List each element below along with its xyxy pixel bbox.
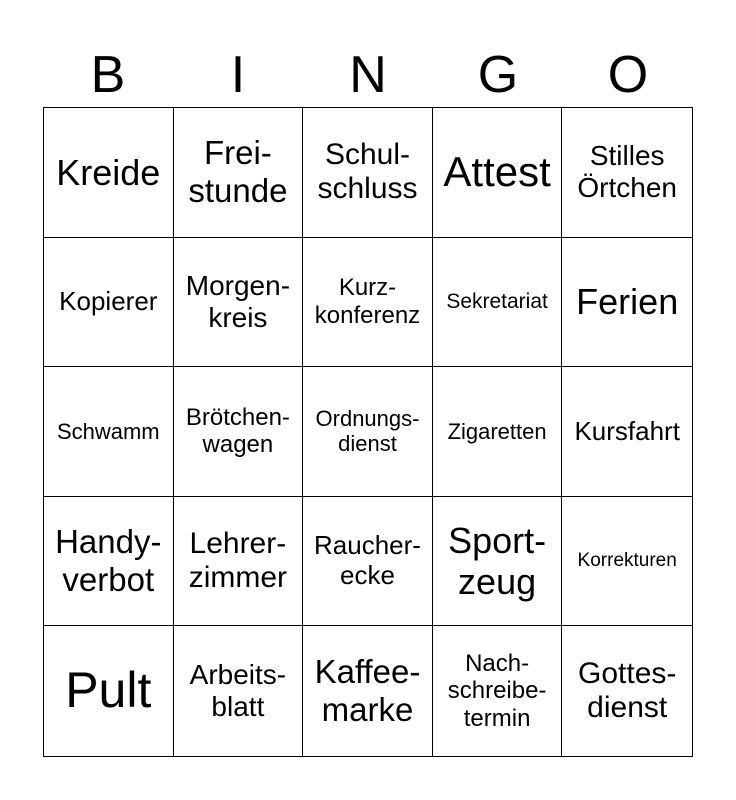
bingo-cell[interactable] [44,238,174,368]
bingo-cell[interactable] [303,238,433,368]
header-letter-o: O [607,46,649,104]
cell-label: Korrekturen [577,550,677,572]
bingo-cell[interactable] [303,626,433,756]
cell-label: Lehrer- zimmer [188,526,288,595]
cell-label: Kurz- konferenz [314,274,421,329]
cell-label: Frei- stunde [188,134,288,210]
cell-label: Ferien [576,281,679,323]
bingo-cell[interactable] [433,367,563,497]
bingo-cell[interactable] [44,367,174,497]
cell-label: Sport- zeug [448,519,547,603]
cell-label: Kopierer [59,285,158,316]
bingo-cell[interactable] [174,626,304,756]
bingo-cell[interactable] [174,108,304,238]
cell-label: Morgen- kreis [185,269,291,333]
bingo-cell[interactable] [562,238,692,368]
bingo-header [43,42,693,108]
bingo-cell[interactable] [174,238,304,368]
cell-label: Raucher- ecke [314,530,421,591]
bingo-cell[interactable] [44,497,174,627]
header-letter-n: N [349,46,387,104]
bingo-cell[interactable] [44,108,174,238]
bingo-cell[interactable] [433,108,563,238]
bingo-cell[interactable] [303,108,433,238]
cell-label: Brötchen- wagen [185,403,290,459]
bingo-cell[interactable] [433,626,563,756]
cell-label: Zigaretten [447,418,547,444]
cell-label: Kursfahrt [574,415,680,446]
bingo-cell[interactable] [303,497,433,627]
cell-label: Pult [65,662,152,719]
bingo-cell[interactable] [303,367,433,497]
cell-label: Schwamm [56,418,160,444]
cell-label: Attest [443,148,551,196]
bingo-cell[interactable] [562,367,692,497]
bingo-grid [43,107,693,757]
bingo-cell[interactable] [433,238,563,368]
bingo-cell[interactable] [44,626,174,756]
cell-label: Schul- schluss [317,137,418,206]
bingo-cell[interactable] [562,108,692,238]
cell-label: Ordnungs- dienst [315,406,420,457]
cell-label: Arbeits- blatt [189,659,287,723]
cell-label: Stilles Örtchen [577,140,677,204]
bingo-cell[interactable] [174,497,304,627]
bingo-cell[interactable] [562,626,692,756]
cell-label: Sekretariat [446,289,548,313]
header-letter-i: I [230,46,246,104]
cell-label: Nach- schreibe- termin [447,649,547,732]
cell-label: Kaffee- marke [314,653,421,729]
bingo-cell[interactable] [433,497,563,627]
bingo-cell[interactable] [562,497,692,627]
bingo-cell[interactable] [174,367,304,497]
cell-label: Kreide [56,151,161,193]
cell-label: Handy- verbot [55,523,162,599]
header-letter-b: B [90,46,126,104]
cell-label: Gottes- dienst [578,656,677,725]
header-letter-g: G [477,46,519,104]
